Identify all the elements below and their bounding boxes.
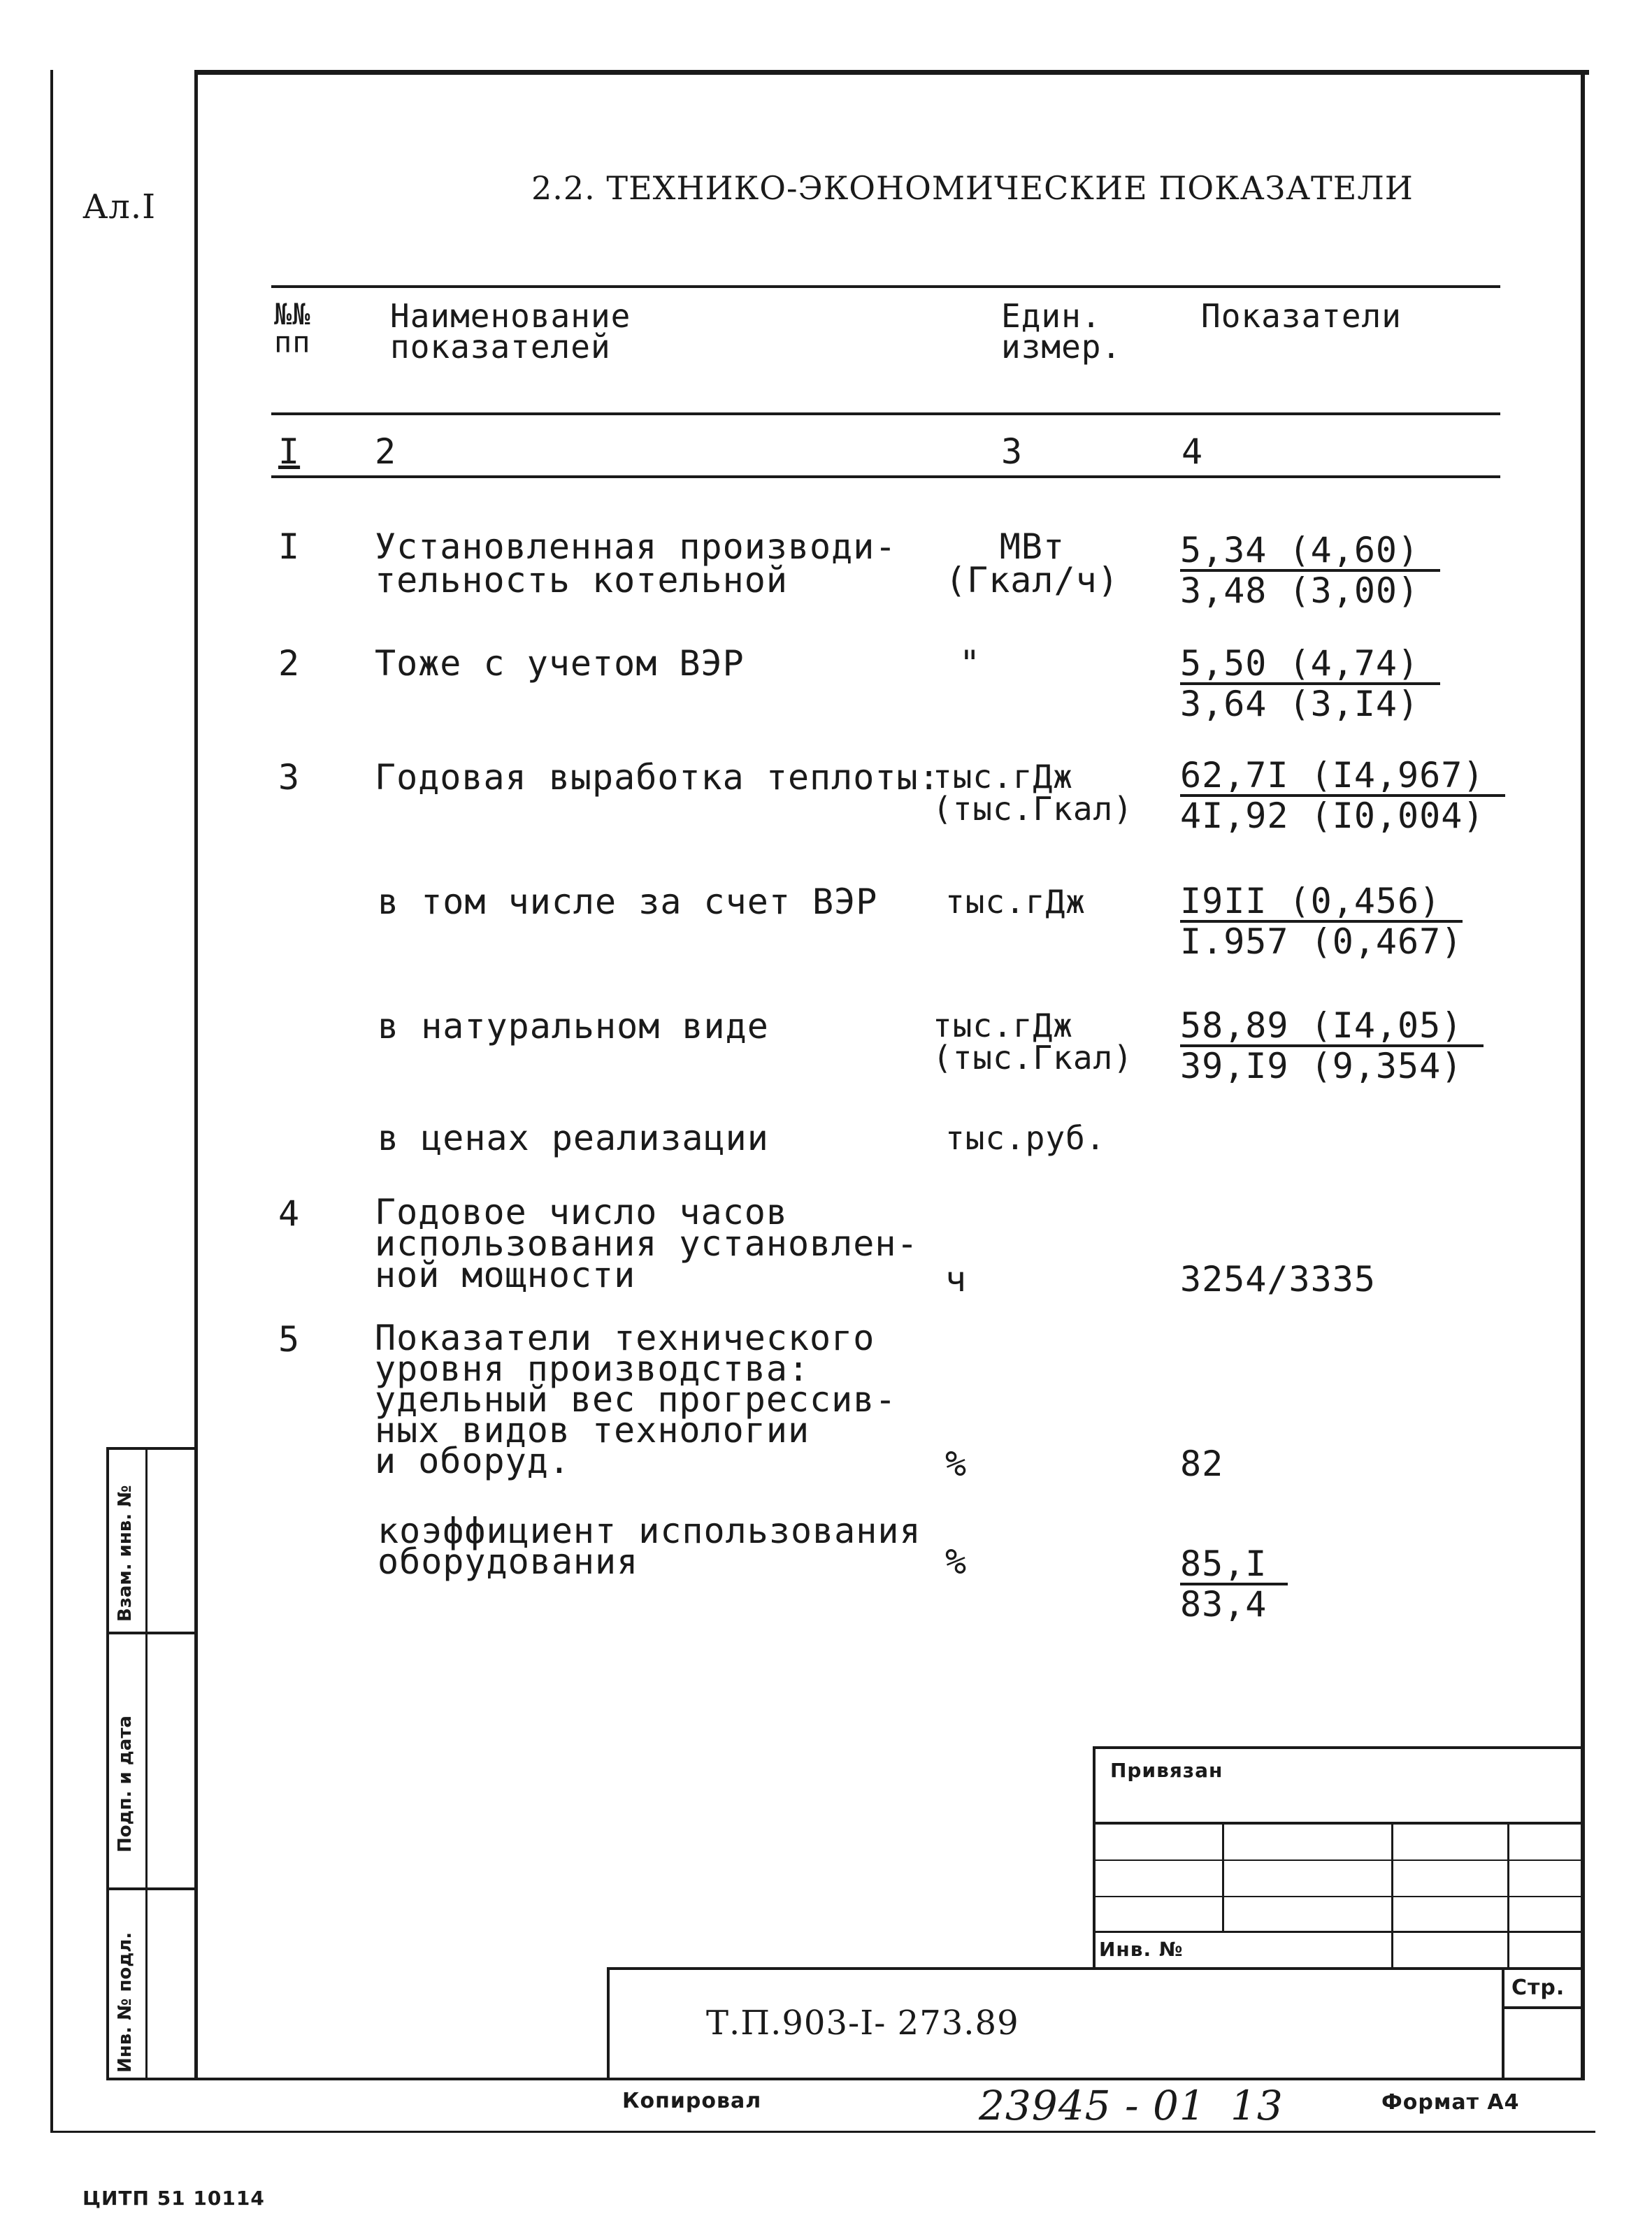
row-3a-value bbox=[1180, 882, 1463, 961]
row-3b-unit: тыс.гДж (тыс.Гкал) bbox=[933, 1007, 1133, 1077]
privyazan-rule-2 bbox=[1093, 1859, 1585, 1861]
colnum-2: 2 bbox=[375, 431, 397, 472]
row-2-num: 2 bbox=[278, 643, 301, 684]
table-top-rule bbox=[271, 285, 1500, 288]
row-1-num: I bbox=[278, 526, 301, 567]
row-2-value-top: 5,50 (4,74) bbox=[1180, 645, 1440, 685]
privyazan-rule-3 bbox=[1093, 1896, 1585, 1897]
row-5a-unit: % bbox=[945, 1541, 968, 1582]
side-stamp-inv-podl: Инв. № подл. bbox=[115, 1932, 136, 2073]
row-1-value-top: 5,34 (4,60) bbox=[1180, 531, 1440, 572]
header-unit: Един. измер. bbox=[1001, 297, 1122, 366]
row-5a-value bbox=[1180, 1545, 1288, 1623]
colnum-4: 4 bbox=[1181, 431, 1204, 472]
row-1-name: Установленная производи- тельность котельной bbox=[375, 526, 897, 600]
row-2-value-bottom: 3,64 (3,I4) bbox=[1180, 684, 1420, 724]
side-stamp-podp: Подп. и дата bbox=[115, 1715, 136, 1853]
row-1-value-bottom: 3,48 (3,00) bbox=[1180, 570, 1420, 611]
row-5-name: Показатели технического уровня производства: удельный вес прогрессив- ных видов технологии и оборуд. bbox=[375, 1318, 897, 1481]
privyazan-col-3 bbox=[1507, 1822, 1509, 1970]
row-3a-unit: тыс.гДж bbox=[945, 883, 1086, 921]
row-3c-name: в ценах реализации bbox=[378, 1118, 769, 1158]
copied-label: Копировал bbox=[622, 2089, 762, 2113]
row-5-num: 5 bbox=[278, 1319, 301, 1360]
row-2-unit: " bbox=[959, 643, 982, 684]
header-value: Показатели bbox=[1201, 297, 1402, 335]
row-3-value bbox=[1180, 756, 1505, 835]
privyazan-rule-1 bbox=[1093, 1822, 1585, 1825]
row-3b-name: в натуральном виде bbox=[378, 1006, 769, 1046]
annex-label: Ал.I bbox=[82, 187, 157, 226]
row-5-unit: % bbox=[945, 1444, 968, 1484]
header-name: Наименование показателей bbox=[390, 297, 631, 366]
row-3b-value bbox=[1180, 1007, 1484, 1085]
row-4-num: 4 bbox=[278, 1193, 301, 1234]
page-title: 2.2. ТЕХНИКО-ЭКОНОМИЧЕСКИЕ ПОКАЗАТЕЛИ bbox=[531, 169, 1414, 207]
inv-no-label: Инв. № bbox=[1099, 1938, 1184, 1961]
table-header-rule bbox=[271, 412, 1500, 415]
row-5a-value-bottom: 83,4 bbox=[1180, 1584, 1267, 1625]
page-cell-label: Стр. bbox=[1511, 1976, 1565, 2000]
privyazan-label: Привязан bbox=[1110, 1759, 1223, 1782]
row-4-value: 3254/3335 bbox=[1180, 1259, 1376, 1300]
side-stamp-divider bbox=[145, 1447, 148, 2079]
row-3-unit: тыс.гДж (тыс.Гкал) bbox=[933, 758, 1133, 828]
colnum-1: I bbox=[278, 431, 301, 472]
bottom-trim-line bbox=[50, 2131, 1595, 2133]
doc-code: Т.П.903-I- 273.89 bbox=[706, 2004, 1019, 2043]
row-5a-name: коэффициент использования оборудования bbox=[378, 1511, 921, 1582]
row-4-unit: ч bbox=[945, 1259, 968, 1300]
binding-margin-line bbox=[50, 70, 53, 2132]
format-label: Формат А4 bbox=[1381, 2090, 1520, 2115]
row-1-unit: МВт (Гкал/ч) bbox=[945, 526, 1119, 600]
row-3-num: 3 bbox=[278, 757, 301, 798]
row-4-name: Годовое число часов использования установлен- ной мощности bbox=[375, 1192, 919, 1295]
row-3-name: Годовая выработка теплоты: bbox=[375, 757, 940, 798]
row-3a-value-top: I9II (0,456) bbox=[1180, 882, 1463, 923]
row-3-value-bottom: 4I,92 (I0,004) bbox=[1180, 796, 1485, 836]
frame-top bbox=[194, 70, 1589, 75]
row-3b-value-bottom: 39,I9 (9,354) bbox=[1180, 1046, 1463, 1086]
row-3c-unit: тыс.руб. bbox=[945, 1119, 1106, 1157]
header-num: №№ пп bbox=[274, 297, 311, 359]
page-cell-rule bbox=[1502, 2006, 1585, 2009]
row-3-value-top: 62,7I (I4,967) bbox=[1180, 756, 1505, 797]
row-3b-value-top: 58,89 (I4,05) bbox=[1180, 1007, 1484, 1047]
row-3a-value-bottom: I.957 (0,467) bbox=[1180, 921, 1463, 962]
row-5-value: 82 bbox=[1180, 1444, 1224, 1484]
row-3a-name: в том числе за счет ВЭР bbox=[378, 882, 878, 922]
side-stamp-vzam: Взам. инв. № bbox=[115, 1485, 136, 1622]
colnum-3: 3 bbox=[1001, 431, 1023, 472]
side-stamp-rule-2 bbox=[106, 1887, 197, 1890]
row-1-value bbox=[1180, 531, 1440, 610]
handwritten-number: 23945 - 01 bbox=[979, 2082, 1206, 2129]
handwritten-page: 13 bbox=[1230, 2082, 1284, 2129]
printer-mark: ЦИТП 51 10114 bbox=[82, 2187, 265, 2210]
row-5a-value-top: 85,I bbox=[1180, 1545, 1288, 1585]
privyazan-col-2 bbox=[1391, 1822, 1393, 1970]
page-cell-divider bbox=[1502, 1967, 1504, 2079]
row-2-name: Тоже с учетом ВЭР bbox=[375, 643, 745, 684]
side-stamp-rule-1 bbox=[106, 1632, 197, 1634]
privyazan-col-1 bbox=[1222, 1822, 1224, 1932]
table-colnum-rule bbox=[271, 475, 1500, 478]
privyazan-rule-4 bbox=[1093, 1931, 1585, 1933]
row-2-value bbox=[1180, 645, 1440, 723]
